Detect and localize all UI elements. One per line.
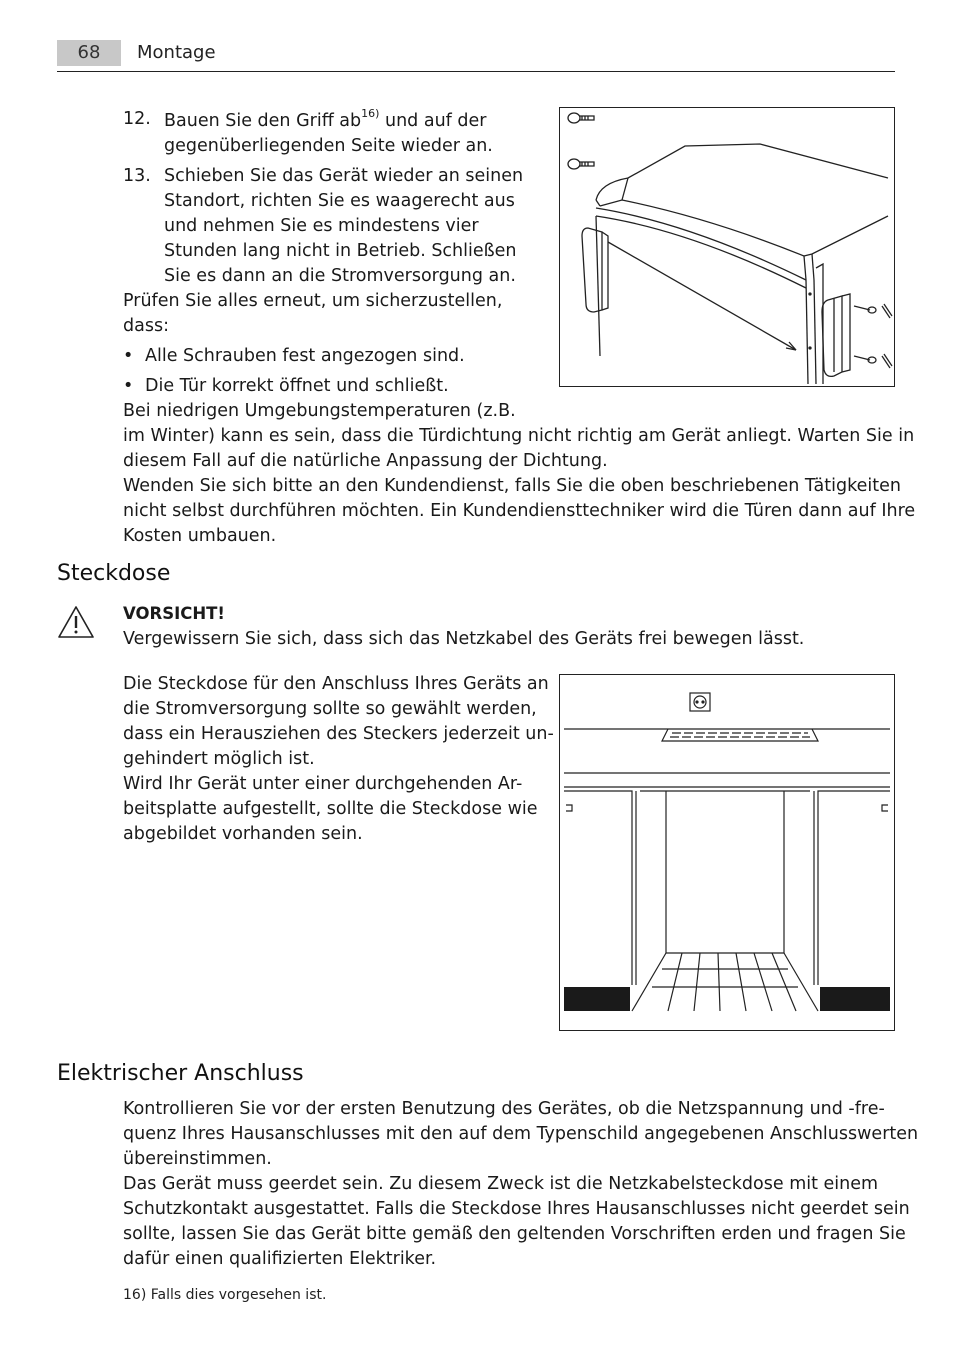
body-text: quenz Ihres Hausanschlusses mit den auf dem Typenschild angegebenen Anschlusswerten	[123, 1124, 919, 1144]
warning-text: Vergewissern Sie sich, dass sich das Netzkabel des Geräts frei bewegen lässt.	[123, 629, 805, 649]
step-text-part: Bauen Sie den Griff ab	[164, 111, 362, 131]
body-text: abgebildet vorhanden sein.	[123, 824, 363, 844]
screw-icon	[568, 113, 594, 123]
body-text: gehindert möglich ist.	[123, 749, 315, 769]
door-handle-illustration	[559, 107, 895, 387]
step-text: Schieben Sie das Gerät wieder an seinen	[164, 166, 524, 186]
body-text: diesem Fall auf die natürliche Anpassung der Dichtung.	[123, 451, 608, 471]
bullet-dot: •	[123, 346, 134, 366]
body-text: im Winter) kann es sein, dass die Türdichtung nicht richtig am Gerät anliegt. Warten Sie in	[123, 426, 915, 446]
body-text: Die Steckdose für den Anschluss Ihres Geräts an	[123, 674, 549, 694]
plinth	[564, 987, 630, 1011]
section-heading: Steckdose	[57, 561, 171, 586]
check-item: Alle Schrauben fest angezogen sind.	[145, 346, 465, 366]
socket-icon	[690, 693, 710, 711]
socket-placement-illustration	[559, 674, 895, 1031]
body-text: Wenden Sie sich bitte an den Kundendienst, falls Sie die oben beschriebenen Tätigkeiten	[123, 476, 901, 496]
step-number: 12.	[123, 109, 151, 129]
step-text-part: und auf der	[379, 111, 487, 131]
step-text: Standort, richten Sie es waagerecht aus	[164, 191, 515, 211]
check-item: Die Tür korrekt öffnet und schließt.	[145, 376, 449, 396]
body-text: übereinstimmen.	[123, 1149, 272, 1169]
step-number: 13.	[123, 166, 151, 186]
warning-title: VORSICHT!	[123, 604, 225, 623]
plinth	[820, 987, 890, 1011]
step-text	[164, 109, 486, 134]
screw-icon	[568, 159, 594, 169]
warning-triangle-icon	[57, 604, 95, 640]
footnote: 16) Falls dies vorgesehen ist.	[123, 1287, 327, 1303]
body-text: sollte, lassen Sie das Gerät bitte gemäß den geltenden Vorschriften erden und fragen Sie	[123, 1224, 906, 1244]
body-text: die Stromversorgung sollte so gewählt werden,	[123, 699, 537, 719]
step-text: und nehmen Sie es mindestens vier	[164, 216, 479, 236]
header-rule	[57, 71, 895, 72]
step-text: Sie es dann an die Stromversorgung an.	[164, 266, 516, 286]
body-text: Kosten umbauen.	[123, 526, 277, 546]
page-number: 68	[57, 40, 121, 66]
body-text: beitsplatte aufgestellt, sollte die Steckdose wie	[123, 799, 538, 819]
body-text: dass ein Herausziehen des Steckers jederzeit un-	[123, 724, 554, 744]
body-text: Bei niedrigen Umgebungstemperaturen (z.B.	[123, 401, 516, 421]
body-text: Wird Ihr Gerät unter einer durchgehenden Ar-	[123, 774, 523, 794]
body-text: Schutzkontakt ausgestattet. Falls die Steckdose Ihres Hausanschlusses nicht geerdet sein	[123, 1199, 910, 1219]
check-intro: dass:	[123, 316, 169, 336]
footnote-ref: 16)	[361, 107, 380, 121]
step-text: gegenüberliegenden Seite wieder an.	[164, 136, 493, 156]
body-text: Das Gerät muss geerdet sein. Zu diesem Zweck ist die Netzkabelsteckdose mit einem	[123, 1174, 879, 1194]
section-heading: Elektrischer Anschluss	[57, 1061, 304, 1086]
body-text: dafür einen qualifizierten Elektriker.	[123, 1249, 437, 1269]
body-text: nicht selbst durchführen möchten. Ein Kundendiensttechniker wird die Türen dann auf Ihre	[123, 501, 916, 521]
section-title: Montage	[137, 42, 216, 63]
bullet-dot: •	[123, 376, 134, 396]
step-text: Stunden lang nicht in Betrieb. Schließen	[164, 241, 517, 261]
body-text: Kontrollieren Sie vor der ersten Benutzung des Gerätes, ob die Netzspannung und -fre-	[123, 1099, 885, 1119]
check-intro: Prüfen Sie alles erneut, um sicherzustellen,	[123, 291, 503, 311]
